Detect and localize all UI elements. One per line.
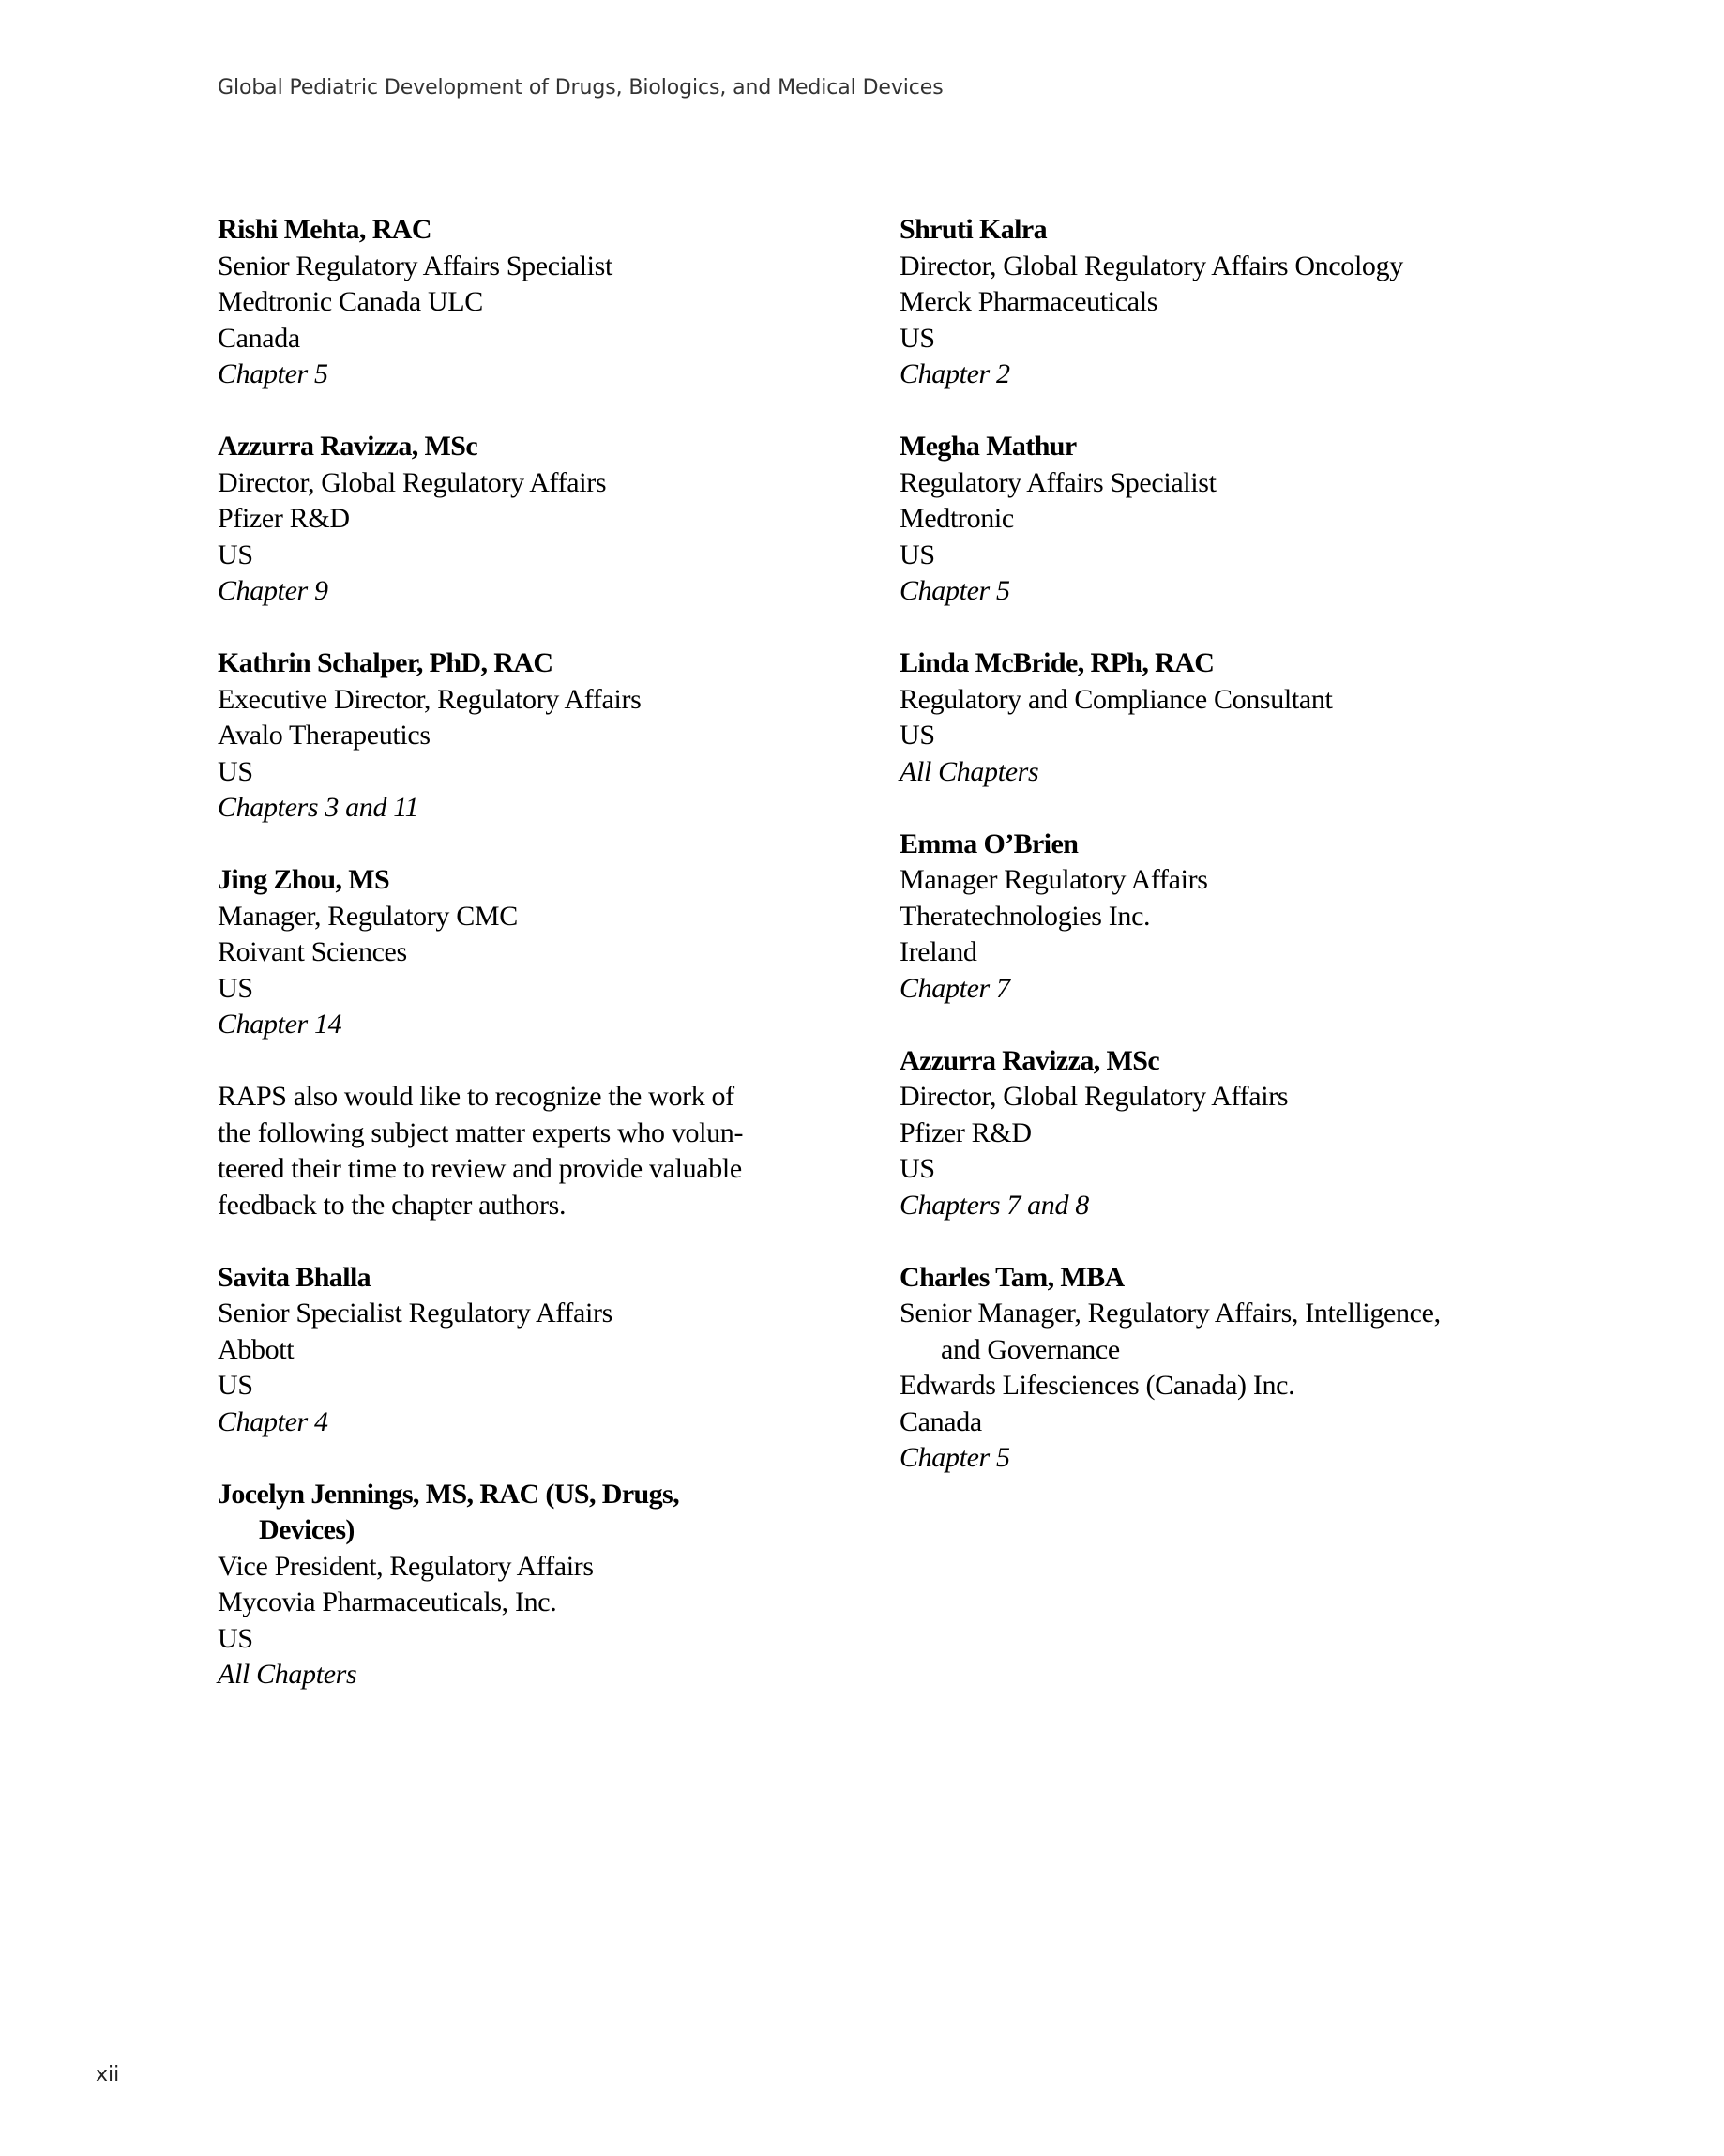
reviewer-organization: Mycovia Pharmaceuticals, Inc. [218, 1587, 557, 1617]
contributor-organization: Medtronic [900, 503, 1014, 534]
contributor-chapters: Chapter 9 [218, 575, 328, 606]
contributor-organization: Roivant Sciences [218, 936, 407, 967]
reviewer-title-continued: and Governance [941, 1333, 1120, 1365]
contributor-title: Manager, Regulatory CMC [218, 900, 518, 932]
reviewer-title: Director, Global Regulatory Affairs [900, 1081, 1289, 1112]
reviewer-organization: Edwards Lifesciences (Canada) Inc. [900, 1370, 1295, 1401]
reviewer-title: Regulatory and Compliance Consultant [900, 683, 1333, 715]
reviewer-organization: Abbott [218, 1333, 295, 1365]
paragraph-line: RAPS also would like to recognize the work of [218, 1081, 734, 1112]
reviewer-country: US [900, 720, 935, 751]
contributor-name: Kathrin Schalper, PhD, RAC [218, 647, 553, 678]
contributor-chapters: Chapter 5 [218, 358, 328, 389]
reviewer-chapters: All Chapters [900, 755, 1039, 787]
contributor-organization: Pfizer R&D [218, 503, 350, 534]
contributor-name: Shruti Kalra [900, 214, 1047, 245]
contributor-title: Senior Regulatory Affairs Specialist [218, 250, 612, 281]
contributor-title: Director, Global Regulatory Affairs Oncology [900, 250, 1403, 281]
reviewer-country: US [218, 1622, 253, 1654]
reviewer-name: Charles Tam, MBA [900, 1261, 1125, 1293]
reviewer-name: Emma O’Brien [900, 827, 1079, 859]
reviewer-organization: Theratechnologies Inc. [900, 900, 1151, 932]
page-number: xii [96, 2063, 120, 2087]
contributor-chapters: Chapter 5 [900, 575, 1010, 606]
reviewer-chapters: All Chapters [218, 1659, 357, 1690]
contributor-organization: Medtronic Canada ULC [218, 286, 483, 317]
contributor-chapters: Chapter 14 [218, 1009, 342, 1040]
reviewer-chapters: Chapter 4 [218, 1405, 328, 1437]
contributor-name: Rishi Mehta, RAC [218, 214, 431, 245]
contributor-title: Executive Director, Regulatory Affairs [218, 683, 642, 715]
reviewer-name: Linda McBride, RPh, RAC [900, 647, 1215, 678]
paragraph-line: teered their time to review and provide valuable [218, 1153, 742, 1184]
reviewer-title: Senior Manager, Regulatory Affairs, Intelligence, [900, 1298, 1441, 1329]
reviewer-name: Savita Bhalla [218, 1261, 371, 1293]
contributor-country: US [900, 322, 935, 354]
reviewer-chapters: Chapter 7 [900, 972, 1010, 1004]
reviewer-country: US [900, 1153, 935, 1184]
reviewer-entry [900, 645, 1575, 790]
contributor-entry [218, 645, 818, 827]
reviewer-title: Manager Regulatory Affairs [900, 864, 1208, 895]
reviewers-intro-paragraph [218, 1079, 818, 1223]
reviewer-entry [900, 827, 1575, 1008]
contributor-entry [900, 212, 1575, 393]
contributor-name: Jing Zhou, MS [218, 864, 390, 895]
contributor-organization: Merck Pharmaceuticals [900, 286, 1158, 317]
reviewer-name: Azzurra Ravizza, MSc [900, 1044, 1160, 1076]
reviewer-title: Vice President, Regulatory Affairs [218, 1550, 594, 1582]
paragraph-line: feedback to the chapter authors. [218, 1189, 567, 1221]
reviewer-entry [218, 1477, 818, 1693]
contributor-entry [218, 429, 818, 610]
contributor-name: Azzurra Ravizza, MSc [218, 431, 478, 462]
reviewer-chapters: Chapter 5 [900, 1442, 1010, 1473]
contributor-entry [218, 862, 818, 1043]
reviewer-name-continued: Devices) [259, 1514, 355, 1545]
contributor-chapters: Chapter 2 [900, 358, 1010, 389]
reviewer-title: Senior Specialist Regulatory Affairs [218, 1298, 612, 1329]
contributor-chapters: Chapters 3 and 11 [218, 792, 419, 823]
contributor-country: Canada [218, 322, 300, 354]
contributor-country: US [218, 972, 253, 1004]
left-column [218, 212, 818, 1729]
contributor-entry [218, 212, 818, 393]
reviewer-entry [218, 1260, 818, 1441]
reviewer-country: Ireland [900, 936, 977, 967]
right-column [900, 212, 1575, 1512]
contributor-name: Megha Mathur [900, 431, 1077, 462]
contributor-title: Director, Global Regulatory Affairs [218, 466, 607, 498]
reviewer-organization: Pfizer R&D [900, 1116, 1032, 1148]
contributor-country: US [218, 755, 253, 787]
reviewer-entry [900, 1043, 1575, 1224]
contributor-entry [900, 429, 1575, 610]
paragraph-line: the following subject matter experts who volun- [218, 1116, 744, 1148]
reviewer-country: Canada [900, 1405, 982, 1437]
running-head: Global Pediatric Development of Drugs, Biologics, and Medical Devices [218, 76, 944, 99]
contributor-country: US [218, 539, 253, 570]
reviewer-entry [900, 1260, 1575, 1477]
reviewer-chapters: Chapters 7 and 8 [900, 1189, 1089, 1221]
reviewer-country: US [218, 1370, 253, 1401]
contributor-title: Regulatory Affairs Specialist [900, 466, 1217, 498]
reviewer-name: Jocelyn Jennings, MS, RAC (US, Drugs, [218, 1478, 680, 1510]
contributor-country: US [900, 539, 935, 570]
contributor-organization: Avalo Therapeutics [218, 720, 431, 751]
